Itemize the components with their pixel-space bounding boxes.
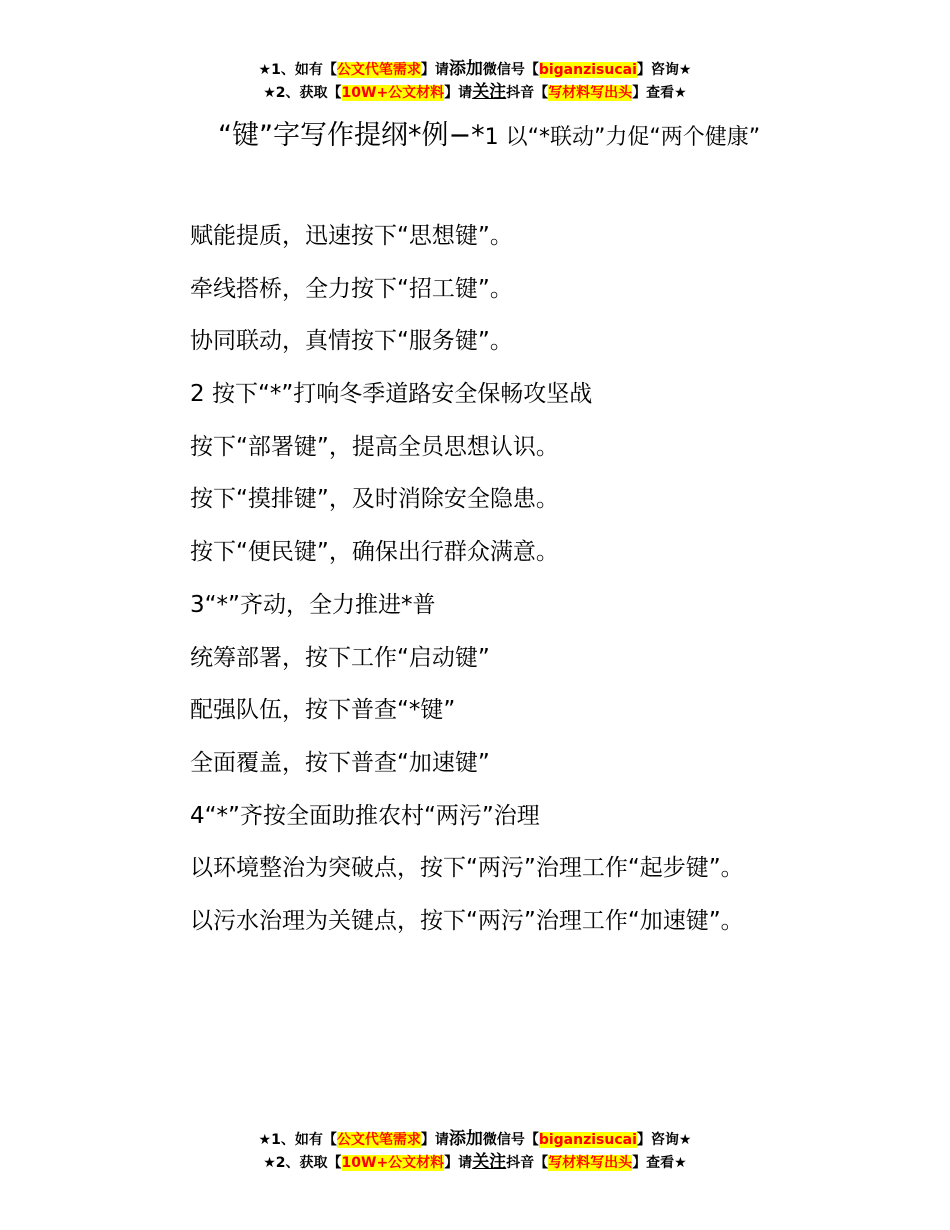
header-banner: [0, 58, 950, 104]
section-heading: 2 按下“*”打响冬季道路安全保畅攻坚战: [190, 381, 593, 408]
banner-text: 】请: [444, 1155, 473, 1171]
banner-text: 微信号【: [482, 1132, 539, 1148]
banner-text: 抖音【: [506, 85, 549, 101]
banner-emphasis: 关注: [472, 82, 507, 102]
body-line: 配强队伍，按下普查“*键”: [190, 697, 456, 724]
body-line: 统筹部署，按下工作“启动键”: [190, 644, 490, 671]
banner-text: 】请: [420, 1132, 449, 1148]
section-heading: 3“*”齐动，全力推进*普: [190, 591, 436, 618]
section-heading: 4“*”齐按全面助推农村“两污”治理: [190, 802, 540, 829]
title-main: “键”字写作提纲*例−*: [218, 120, 485, 151]
banner-highlight: 10W+公文材料: [341, 1155, 445, 1171]
body-line: 牵线搭桥，全力按下“招工键”。: [190, 275, 513, 302]
body-line: 全面覆盖，按下普查“加速键”: [190, 749, 490, 776]
banner-highlight-wechat: biganzisucai: [538, 1132, 637, 1148]
banner-text: 】咨询★: [636, 62, 692, 78]
banner-text: ★1、如有【: [258, 62, 337, 78]
banner-text: ★2、获取【: [263, 85, 342, 101]
banner-text: 】查看★: [632, 1155, 687, 1171]
body-line: 赋能提质，迅速按下“思想键”。: [190, 223, 513, 249]
banner-highlight: 10W+公文材料: [341, 85, 445, 101]
banner-text: 】查看★: [632, 85, 687, 101]
banner-text: ★1、如有【: [258, 1132, 337, 1148]
document-title: [140, 112, 830, 162]
banner-text: 】请: [420, 62, 449, 78]
banner-text: 抖音【: [506, 1155, 549, 1171]
body-line: 按下“便民键”，确保出行群众满意。: [190, 539, 559, 566]
banner-text: 】咨询★: [636, 1132, 692, 1148]
title-rest: 1 以“*联动”力促“两个健康”: [484, 125, 761, 150]
banner-text: ★2、获取【: [263, 1155, 342, 1171]
body-line: 按下“摸排键”，及时消除安全隐患。: [190, 486, 559, 513]
banner-highlight-douyin: 写材料写出头: [548, 1155, 633, 1171]
banner-emphasis: 关注: [472, 1152, 507, 1172]
banner-line-1: [0, 58, 950, 81]
banner-line-1: [0, 1128, 950, 1151]
banner-highlight: 公文代笔需求: [336, 62, 421, 78]
banner-emphasis: 添加: [448, 1129, 483, 1149]
body-line: 按下“部署键”，提高全员思想认识。: [190, 433, 559, 460]
banner-highlight-wechat: biganzisucai: [538, 62, 637, 78]
body-line: 以环境整治为突破点，按下“两污”治理工作“起步键”。: [190, 855, 744, 882]
banner-emphasis: 添加: [448, 59, 483, 79]
body-line: 协同联动，真情按下“服务键”。: [190, 328, 513, 355]
banner-text: 微信号【: [482, 62, 539, 78]
footer-banner: [0, 1128, 950, 1174]
banner-highlight: 公文代笔需求: [336, 1132, 421, 1148]
banner-text: 】请: [444, 85, 473, 101]
banner-line-2: [0, 81, 950, 104]
document-body: [190, 212, 890, 950]
banner-highlight-douyin: 写材料写出头: [548, 85, 633, 101]
body-line: 以污水治理为关键点，按下“两污”治理工作“加速键”。: [190, 907, 744, 934]
banner-line-2: [0, 1151, 950, 1174]
